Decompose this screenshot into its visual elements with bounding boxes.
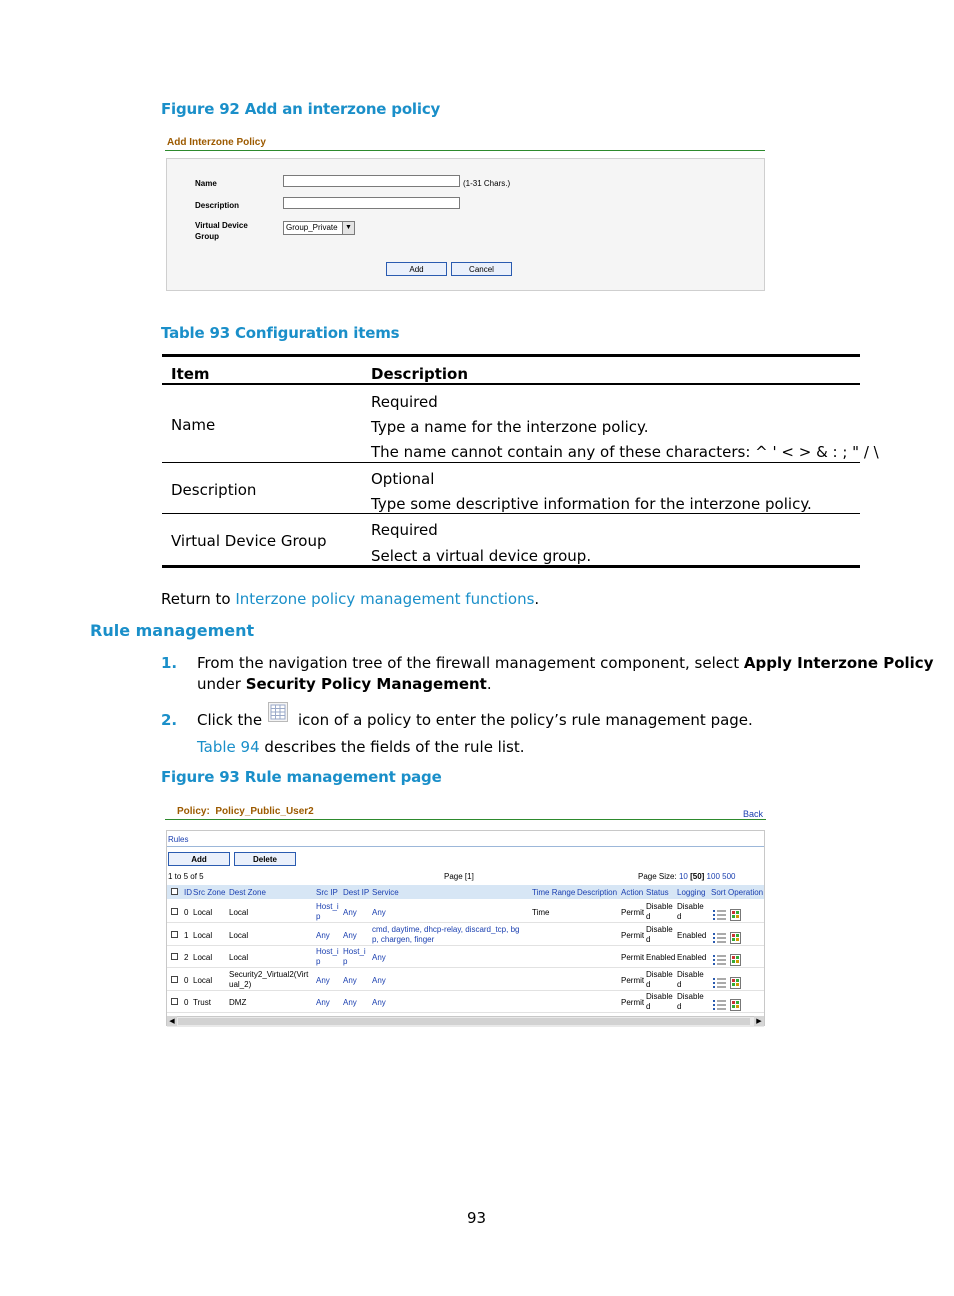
return-prefix: Return to [161, 590, 236, 608]
row-vdg-desc-2: Select a virtual device group. [371, 547, 592, 565]
col-src-zone[interactable]: Src Zone [193, 888, 226, 897]
row-status: Enabled [646, 953, 676, 962]
col-id[interactable]: ID [184, 888, 192, 897]
col-service[interactable]: Service [372, 888, 399, 897]
page-size [638, 872, 736, 881]
row-src-ip[interactable]: Host_i [316, 902, 339, 911]
row-src-zone: Local [193, 931, 213, 940]
table-row [167, 991, 764, 1013]
rules-label-rule [167, 846, 764, 847]
row-status: Disable [646, 992, 673, 1001]
page-size-label: Page Size: [638, 872, 677, 881]
row-src-ip-cont[interactable]: p [316, 957, 321, 966]
record-range: 1 to 5 of 5 [168, 872, 204, 881]
row-status-cont: d [646, 935, 651, 944]
header-description: Description [371, 365, 469, 383]
add-rule-button[interactable]: Add [168, 852, 230, 866]
row-vdg-item: Virtual Device Group [171, 532, 327, 550]
row-checkbox[interactable] [171, 976, 178, 983]
sort-icon[interactable] [713, 906, 726, 925]
col-dest-ip[interactable]: Dest IP [343, 888, 370, 897]
row-status-cont: d [646, 912, 651, 921]
row-src-ip[interactable]: Any [316, 931, 330, 940]
row-src-zone: Trust [193, 998, 211, 1007]
row-dest-ip-cont[interactable]: p [343, 957, 348, 966]
row-action: Permit [621, 908, 645, 917]
row-checkbox[interactable] [171, 931, 178, 938]
page-size-10[interactable]: 10 [678, 872, 688, 881]
step-1-line-1 [197, 654, 933, 672]
rules-label: Rules [168, 835, 189, 844]
step-1-text-a: From the navigation tree of the firewall management component, select [197, 654, 744, 672]
edit-icon[interactable] [730, 951, 741, 970]
row-src-ip[interactable]: Any [316, 976, 330, 985]
col-status[interactable]: Status [646, 888, 669, 897]
name-label: Name [195, 179, 217, 188]
row-service-cont[interactable]: p, chargen, finger [372, 935, 435, 944]
row-status-cont: d [646, 980, 651, 989]
description-label: Description [195, 201, 240, 210]
row-name-item: Name [171, 416, 216, 434]
row-status: Disable [646, 902, 673, 911]
row-status: Disable [646, 970, 673, 979]
cancel-button[interactable]: Cancel [451, 262, 512, 276]
col-action[interactable]: Action [621, 888, 644, 897]
page-number: 93 [467, 1209, 487, 1227]
row-time-range: Time [532, 908, 550, 917]
figure-93-caption: Figure 93 Rule management page [161, 768, 442, 786]
step-2-text-a: Click the [197, 711, 263, 729]
table-93-caption: Table 93 Configuration items [161, 324, 400, 342]
row-logging: Disable [677, 992, 704, 1001]
delete-rule-button[interactable]: Delete [234, 852, 296, 866]
table-top-rule [162, 354, 860, 357]
step-2-line-2 [197, 738, 525, 756]
page-size-50: [50] [690, 872, 705, 881]
row-checkbox[interactable] [171, 953, 178, 960]
row-description-desc-1: Optional [371, 470, 435, 488]
scroll-thumb[interactable] [178, 1018, 750, 1025]
name-input[interactable] [283, 175, 460, 187]
row-name-desc-1: Required [371, 393, 438, 411]
back-link[interactable]: Back [743, 809, 764, 819]
row-checkbox[interactable] [171, 998, 178, 1005]
row-logging-cont: d [677, 980, 682, 989]
table-row [167, 901, 764, 923]
row-id: 0 [184, 998, 189, 1007]
header-item: Item [171, 365, 210, 383]
dropdown-arrow-icon: ▼ [342, 222, 354, 234]
row-dest-zone: DMZ [229, 998, 247, 1007]
interzone-policy-functions-link[interactable]: Interzone policy management functions [235, 590, 535, 608]
row-description-desc-2: Type some descriptive information for the interzone policy. [371, 495, 812, 513]
row-dest-ip[interactable]: Any [343, 998, 357, 1007]
step-1-security-policy-mgmt: Security Policy Management [245, 675, 487, 693]
policy-name: Policy_Public_User2 [215, 806, 314, 817]
row-description-item: Description [171, 481, 257, 499]
row-service[interactable]: cmd, daytime, dhcp-relay, discard_tcp, bg [372, 925, 520, 934]
row-name-desc-3: The name cannot contain any of these characters: ^ ' < > & : ; " / \ [371, 443, 879, 461]
row-service[interactable]: Any [372, 976, 386, 985]
row-src-ip[interactable]: Host_i [316, 947, 339, 956]
col-operation[interactable]: Operation [728, 888, 764, 897]
col-description[interactable]: Description [577, 888, 618, 897]
row-action: Permit [621, 976, 645, 985]
figure-92-caption: Figure 92 Add an interzone policy [161, 100, 441, 118]
page-size-500[interactable]: 500 [722, 872, 736, 881]
row-service[interactable]: Any [372, 953, 386, 962]
col-logging[interactable]: Logging [677, 888, 706, 897]
sort-icon[interactable] [713, 951, 726, 970]
step-1-apply-interzone-policy: Apply Interzone Policy [743, 654, 934, 672]
sort-icon[interactable] [713, 996, 726, 1015]
row-status: Disable [646, 925, 673, 934]
add-policy-panel-title: Add Interzone Policy [167, 137, 266, 148]
row-logging-cont: d [677, 1002, 682, 1011]
row-logging: Disable [677, 902, 704, 911]
table-bottom-rule [162, 565, 860, 568]
row-dest-ip[interactable]: Any [343, 908, 357, 917]
col-dest-zone[interactable]: Dest Zone [229, 888, 266, 897]
row-dest-zone: Local [229, 931, 249, 940]
row-vdg-desc-1: Required [371, 521, 438, 539]
row-dest-ip[interactable]: Host_i [343, 947, 366, 956]
col-src-ip[interactable]: Src IP [316, 888, 338, 897]
row-action: Permit [621, 931, 645, 940]
edit-icon[interactable] [730, 996, 741, 1015]
row-logging-cont: d [677, 912, 682, 921]
step-2-text-b: icon of a policy to enter the policy’s rule management page. [298, 711, 753, 729]
row-src-zone: Local [193, 953, 213, 962]
row-id: 1 [184, 931, 189, 940]
row-service[interactable]: Any [372, 998, 386, 1007]
add-button[interactable]: Add [386, 262, 447, 276]
row-dest-zone-cont: ual_2) [229, 980, 252, 989]
row-id: 0 [184, 908, 189, 917]
row-dest-zone: Local [229, 908, 249, 917]
return-suffix: . [534, 590, 540, 608]
row-src-zone: Local [193, 976, 213, 985]
table-94-link[interactable]: Table 94 [197, 738, 260, 756]
row-dest-ip[interactable]: Any [343, 931, 357, 940]
row-dest-ip[interactable]: Any [343, 976, 357, 985]
row-src-ip-cont[interactable]: p [316, 912, 321, 921]
row-divider [162, 462, 860, 463]
select-all-checkbox[interactable] [171, 888, 178, 895]
row-id: 0 [184, 976, 189, 985]
page-indicator: Page [1] [444, 872, 474, 881]
row-logging: Enabled [677, 931, 707, 940]
policy-label: Policy: [177, 806, 210, 817]
panel-title-rule [165, 150, 765, 151]
return-to-line [161, 590, 539, 608]
row-action: Permit [621, 953, 645, 962]
policy-header [177, 806, 314, 817]
section-title: Rule management [90, 621, 255, 640]
scroll-left-icon[interactable]: ◀ [167, 1016, 177, 1026]
edit-icon[interactable] [730, 906, 741, 925]
policy-header-rule [165, 819, 766, 820]
row-divider [162, 513, 860, 514]
step-1-text-e: . [486, 675, 492, 693]
vdg-label-line1: Virtual Device [195, 221, 248, 230]
row-service[interactable]: Any [372, 908, 386, 917]
row-status-cont: d [646, 1002, 651, 1011]
row-logging: Disable [677, 970, 704, 979]
rule-list-grid-icon [268, 702, 288, 722]
row-checkbox[interactable] [171, 908, 178, 915]
name-hint: (1-31 Chars.) [463, 179, 511, 188]
step-1-text-c: under [197, 675, 246, 693]
step-2-number: 2. [161, 711, 178, 729]
row-logging: Enabled [677, 953, 707, 962]
col-sort[interactable]: Sort [711, 888, 726, 897]
row-dest-zone: Local [229, 953, 249, 962]
vdg-label-line2: Group [195, 232, 219, 241]
vdg-select[interactable] [283, 221, 355, 235]
vdg-select-value: Group_Private [286, 223, 338, 232]
step-2-text-c: describes the fields of the rule list. [259, 738, 525, 756]
page-size-100[interactable]: 100 [706, 872, 720, 881]
row-action: Permit [621, 998, 645, 1007]
row-dest-zone: Security2_Virtual2(Virt [229, 970, 309, 979]
scroll-right-icon[interactable]: ▶ [754, 1016, 764, 1026]
row-id: 2 [184, 953, 189, 962]
step-1-number: 1. [161, 654, 178, 672]
col-time-range[interactable]: Time Range [532, 888, 576, 897]
row-src-ip[interactable]: Any [316, 998, 330, 1007]
header-rule [162, 383, 860, 385]
row-src-zone: Local [193, 908, 213, 917]
description-input[interactable] [283, 197, 460, 209]
step-1-line-2 [197, 675, 492, 693]
row-name-desc-2: Type a name for the interzone policy. [371, 418, 649, 436]
